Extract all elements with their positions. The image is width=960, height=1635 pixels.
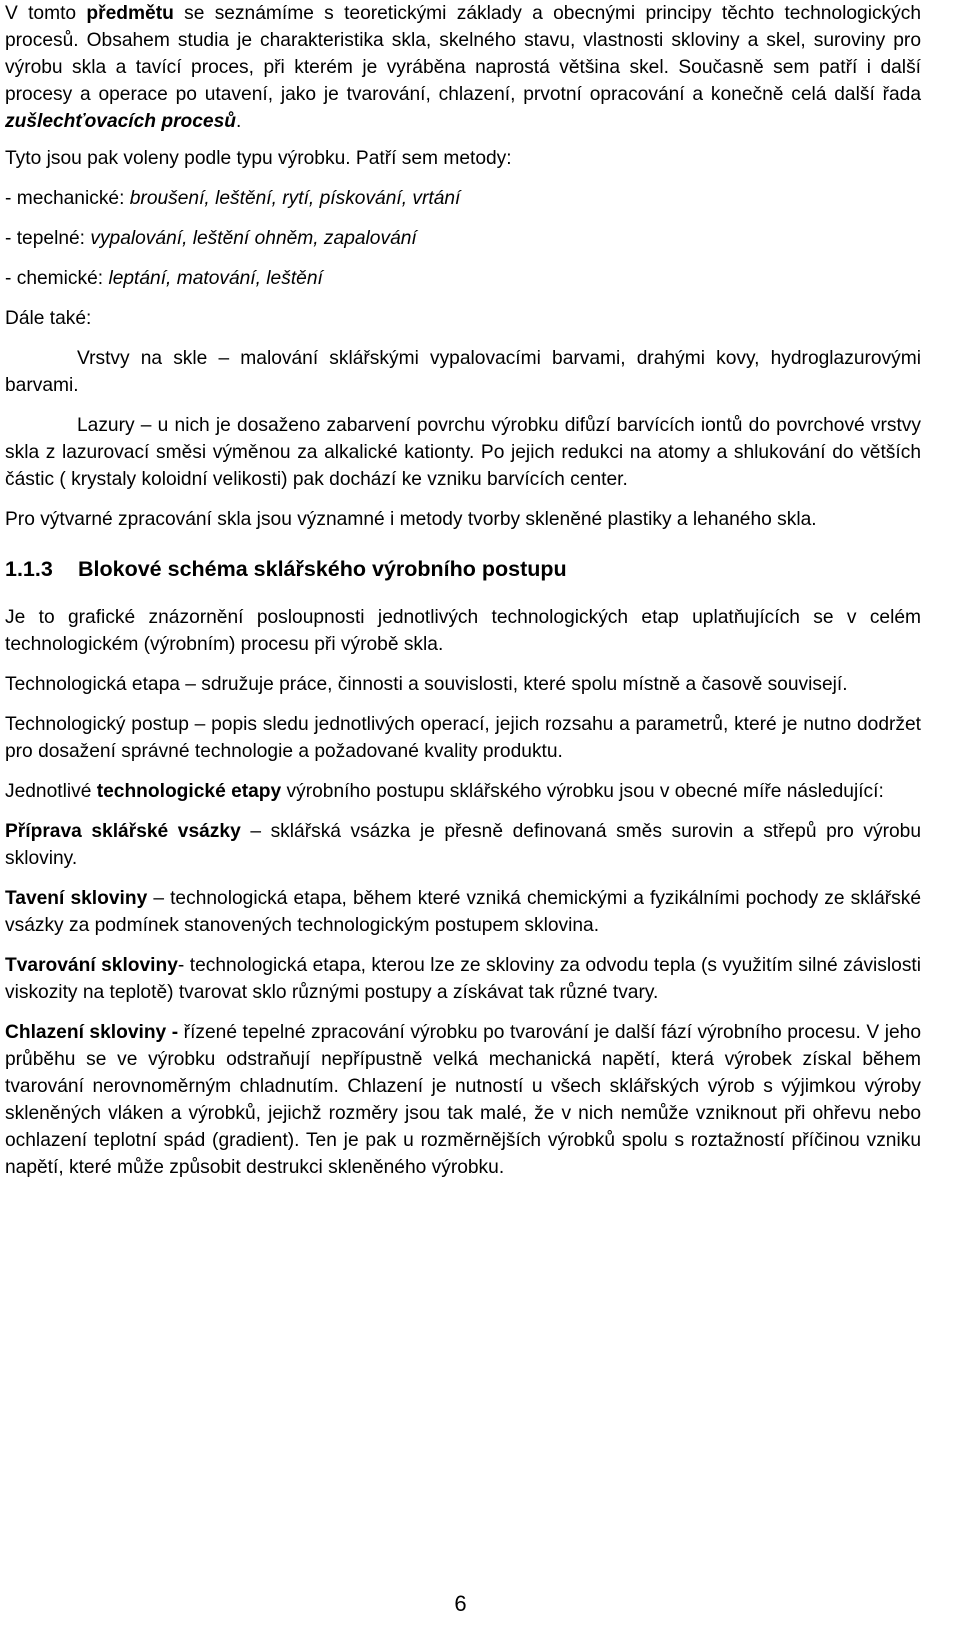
stage-term: Chlazení skloviny - bbox=[5, 1022, 179, 1043]
bold-term: technologické etapy bbox=[96, 781, 282, 802]
text-run: . bbox=[236, 111, 242, 132]
paragraph-also: Dále také: bbox=[5, 308, 92, 329]
paragraph-stages-intro bbox=[5, 778, 921, 805]
stage-text: - technologická etapa, kterou lze ze skloviny za odvodu tepla (s využitím silné závislosti viskozity na teplotě) tvarovat sklo různými postupy a získávat tak různé tvary. bbox=[5, 955, 922, 1003]
list-items: broušení, leštění, rytí, pískování, vrtání bbox=[129, 188, 461, 209]
list-item-thermal bbox=[5, 225, 921, 252]
paragraph-layers: Vrstvy na skle – malování sklářskými vypalovacími barvami, drahými kovy, hydroglazurovými barvami. bbox=[5, 348, 921, 396]
text-run: V tomto bbox=[5, 3, 87, 24]
list-prefix: - mechanické: bbox=[5, 188, 130, 209]
list-prefix: - chemické: bbox=[5, 268, 109, 289]
stage-annealing bbox=[5, 1019, 921, 1181]
text-run: výrobního postupu sklářského výrobku jsou v obecné míře následující: bbox=[281, 781, 884, 802]
list-items: leptání, matování, leštění bbox=[108, 268, 323, 289]
stage-term: Tavení skloviny bbox=[5, 888, 148, 909]
stage-forming bbox=[5, 952, 921, 1006]
stage-text: – technologická etapa, během které vzniká chemickými a fyzikálními pochody ze sklářské vsázky za podmínek stanovených technologickým postupem sklovina. bbox=[5, 888, 922, 936]
stage-batch-preparation bbox=[5, 818, 921, 872]
section-title: Blokové schéma sklářského výrobního postupu bbox=[78, 557, 567, 581]
text-run: Jednotlivé bbox=[5, 781, 97, 802]
bold-term: předmětu bbox=[86, 3, 174, 24]
paragraph-procedure-definition: Technologický postup – popis sledu jednotlivých operací, jejich rozsahu a parametrů, které je nutno dodržet pro dosažení správné technologie a požadované kvality produktu. bbox=[5, 714, 921, 762]
paragraph-glazes: Lazury – u nich je dosaženo zabarvení povrchu výrobku difůzí barvících iontů do povrchové vrstvy skla z lazurovací směsi výměnou za alkalické kationty. Po jejich redukci na atomy a shlukování do větších částic ( krystaly koloidní velikosti) pak dochází ke vzniku barvících center. bbox=[5, 415, 921, 490]
page-number: 6 bbox=[454, 1591, 467, 1616]
paragraph-schema: Je to grafické znázornění posloupnosti jednotlivých technologických etap uplatňujících se v celém technologickém (výrobním) procesu při výrobě skla. bbox=[5, 607, 921, 655]
section-heading bbox=[5, 554, 921, 584]
text-run: se seznámíme s teoretickými základy a obecnými principy těchto technologických procesů. Obsahem studia je charakteristika skla, skelného stavu, vlastnosti skloviny a skel, suroviny pro výrobu skla a tavící proces, při kterém je vyráběna naprostá většina skel. Současně sem patří i další procesy a operace po utavení, jako je tvarování, chlazení, prvotní opracování a konečně celá další řada bbox=[5, 3, 922, 105]
document-page bbox=[5, 0, 921, 1181]
stage-term: Tvarování skloviny bbox=[5, 955, 178, 976]
list-item-mechanical bbox=[5, 185, 921, 212]
paragraph-stage-definition: Technologická etapa – sdružuje práce, činnosti a souvislosti, které spolu místně a časově souvisejí. bbox=[5, 674, 848, 695]
paragraph-intro bbox=[5, 0, 921, 135]
stage-text: – sklářská vsázka je přesně definovaná směs surovin a střepů pro výrobu skloviny. bbox=[5, 821, 922, 869]
stage-text: řízené tepelné zpracování výrobku po tvarování je další fází výrobního procesu. V jeho průběhu se ve výrobku odstraňují nepřípustně velká mechanická napětí, která výrobek získal během tvarování nerovnoměrným chladnutím. Chlazení je nutností u všech sklářských výrob s výjimkou výroby skleněných vláken a výrobků, jejichž rozměry jsou tak malé, že v nich nemůže vzniknout při ohřevu nebo ochlazení teplotní spád (gradient). Ten je pak u rozměrnějších výrobků spolu s roztažností příčinou vzniku napětí, které může způsobit destrukci skleněného výrobku. bbox=[5, 1022, 921, 1178]
list-prefix: - tepelné: bbox=[5, 228, 91, 249]
list-item-chemical bbox=[5, 265, 921, 292]
section-number: 1.1.3 bbox=[5, 557, 53, 581]
stage-melting bbox=[5, 885, 921, 939]
stage-term: Příprava sklářské vsázky bbox=[5, 821, 241, 842]
list-items: vypalování, leštění ohněm, zapalování bbox=[90, 228, 417, 249]
paragraph-methods: Tyto jsou pak voleny podle typu výrobku. Patří sem metody: bbox=[5, 148, 512, 169]
paragraph-artistic: Pro výtvarné zpracování skla jsou významné i metody tvorby skleněné plastiky a lehaného skla. bbox=[5, 509, 817, 530]
bold-italic-term: zušlechťovacích procesů bbox=[5, 111, 236, 132]
